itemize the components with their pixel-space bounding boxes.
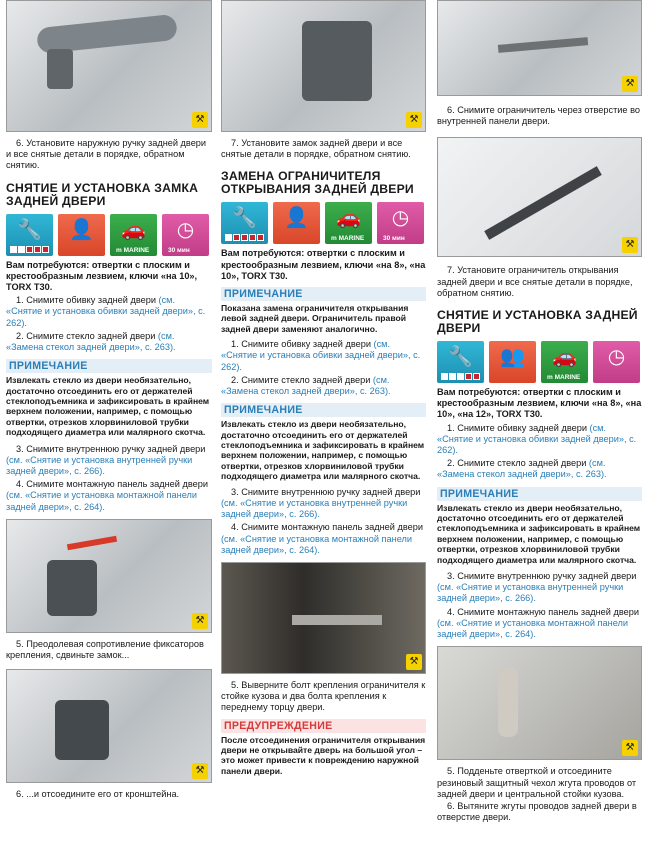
step-text: 5. Подденьте отверткой и отсоедините резиновый защитный чехол жгута проводов от задней двери и центральной стойки кузова. [437,766,637,799]
tool-icons-row [437,341,642,383]
cross-reference[interactable]: (см. «Снятие и установка монтажной панели задней двери», с. 264). [6,490,197,512]
car-icon: 🚗 [121,218,146,241]
step-text: 1. Снимите обивку задней двери (см. «Снятие и установка обивки задней двери», с. 262). [221,339,421,372]
cross-reference[interactable]: (см. «Снятие и установка внутренней ручки задней двери», с. 266). [6,454,193,477]
skill-level-tile [221,202,268,244]
step-text: 7. Установите ограничитель открывания задней двери и все снятые детали в порядке, обратном снятию. [437,265,633,298]
handle-bracket-shape [47,49,73,89]
photo-limiter-bolts [221,562,426,674]
cross-reference[interactable]: (см. «Замена стекол задней двери», с. 263). [6,330,176,353]
photo-wiring-boot [437,646,642,760]
cross-reference[interactable]: (см. «Снятие и установка монтажной панели задней двери», с. 264). [437,617,628,640]
step-text: 6. Установите наружную ручку задней двери и все снятые детали в порядке, обратном снятию. [6,138,207,171]
step-text: 1. Снимите обивку задней двери (см. «Снятие и установка обивки задней двери», с. 262). [437,422,637,456]
people-count-tile [273,202,320,244]
time-label: 30 мин [383,235,405,243]
step-text: 3. Снимите внутреннюю ручку задней двери (см. «Снятие и установка внутренней ручки задней двери», с. 266). [221,486,421,520]
cross-reference[interactable]: (см. «Снятие и установка монтажной панели задней двери», с. 264). [221,533,412,555]
note-title: ПРИМЕЧАНИЕ [437,487,642,501]
column-2 [221,0,426,776]
section-heading: СНЯТИЕ И УСТАНОВКА ЗАДНЕЙ ДВЕРИ [437,308,638,336]
car-icon: 🚗 [336,207,361,230]
step-text: 2. Снимите стекло задней двери (см. «Замена стекол задней двери», с. 263). [437,458,607,480]
wrench-icon: ⚒ [622,237,638,253]
step-text: 6. Вытяните жгуты проводов задней двери в отверстие двери. [437,800,637,823]
wrench-icon: ⚒ [192,112,208,128]
step-text: 2. Снимите стекло задней двери (см. «Замена стекол задней двери», с. 263). [221,374,391,397]
workplace-tile [541,341,588,383]
clock-icon: ◷ [176,218,195,241]
workplace-tile [110,214,157,256]
tools-needed: Вам потребуются: отвертки с плоским и крестообразным лезвием, ключи «на 8», «на 10», «на 12», TORX T30. [437,387,642,420]
wrench-icon: ⚒ [622,76,638,92]
step-text: 4. Снимите монтажную панель задней двери (см. «Снятие и установка монтажной панели задней двери», с. 264). [221,522,423,555]
cross-reference[interactable]: (см. «Снятие и установка обивки задней двери», с. 262). [437,422,637,456]
note-text: Показана замена ограничителя открывания левой задней двери. Ограничитель правой задней двери заменяют аналогично. [221,303,409,334]
cross-reference[interactable]: (см. «Замена стекол задней двери», с. 263). [221,374,391,397]
note-title: ПРИМЕЧАНИЕ [6,359,212,373]
column-3 [437,0,642,823]
tool-icons-row [6,214,212,256]
wrench-icon: ⚒ [192,613,208,629]
wrench-icon: ⚒ [406,654,422,670]
step-text: 5. Преодолевая сопротивление фиксаторов крепления, сдвиньте замок... [6,638,204,661]
boot-shape [498,667,518,737]
lock-shape [55,700,109,760]
time-tile [377,202,424,244]
warning-title: ПРЕДУПРЕЖДЕНИЕ [221,719,426,733]
person-icon: 👤 [69,218,94,241]
section-heading: СНЯТИЕ И УСТАНОВКА ЗАМКА ЗАДНЕЙ ДВЕРИ [6,180,199,208]
cross-reference[interactable]: (см. «Снятие и установка внутренней ручки задней двери», с. 266). [221,497,408,520]
limiter-shape [484,167,602,241]
step-text: 3. Снимите внутреннюю ручку задней двери (см. «Снятие и установка внутренней ручки задней двери», с. 266). [437,571,637,604]
people-count-tile [58,214,105,256]
wrench-icon: ⚒ [192,763,208,779]
note-text: Извлекать стекло из двери необязательно, достаточно отсоединить его от держателей стеклоподъемника и зафиксировать в крайнем верхнем положении, например, с помощью отвертки, отрезков хлорвиниловой трубки подходящего диаметра или малярного скотча. [437,502,641,565]
workplace-label: m MARINE [547,374,581,382]
step-text: 2. Снимите стекло задней двери (см. «Замена стекол задней двери», с. 263). [6,330,176,353]
note-title: ПРИМЕЧАНИЕ [221,403,426,417]
step-text: 6. ...и отсоедините его от кронштейна. [16,789,180,800]
note-text: Извлекать стекло из двери необязательно, достаточно отсоединить его от держателей стеклоподъемника и зафиксировать в крайнем верхнем положении, например, с помощью отвертки, отрезков хлорвиниловой трубки подходящего диаметра или малярного скотча. [221,419,425,482]
workplace-label: m MARINE [331,235,365,243]
wrench-icon: ⚒ [406,112,422,128]
cross-reference[interactable]: (см. «Снятие и установка обивки задней двери», с. 262). [6,295,206,328]
lock-shape [47,560,97,616]
section-heading: ЗАМЕНА ОГРАНИЧИТЕЛЯ ОТКРЫВАНИЯ ЗАДНЕЙ ДВЕРИ [221,169,414,197]
clock-icon: ◷ [391,207,410,230]
skill-level-tile [6,214,53,256]
note-title: ПРИМЕЧАНИЕ [221,287,426,301]
cross-reference[interactable]: (см. «Снятие и установка внутренней ручки задней двери», с. 266). [437,582,624,604]
step-text: 3. Снимите внутреннюю ручку задней двери (см. «Снятие и установка внутренней ручки задней двери», с. 266). [6,443,206,477]
wrench-icon: ⚒ [622,740,638,756]
tool-icons-row [221,202,426,244]
car-icon: 🚗 [552,346,577,369]
warning-text: После отсоединения ограничителя открывания двери не открывайте дверь на большой угол – это может привести к повреждению наружной панели двери. [221,734,426,776]
time-tile [162,214,209,256]
step-text: 5. Выверните болт крепления ограничителя к стойке кузова и два болта крепления к переднему торцу двери. [221,679,426,713]
arrow-shape [67,536,117,551]
step-text: 6. Снимите ограничитель через отверстие во внутренней панели двери. [437,105,640,127]
photo-lock-install [221,0,426,132]
workplace-label: m MARINE [116,246,150,254]
column-1 [6,0,212,801]
photo-lock-slide [6,519,212,633]
time-label: 30 мин [168,246,190,254]
cross-reference[interactable]: (см. «Замена стекол задней двери», с. 263). [437,458,607,480]
cross-reference[interactable]: (см. «Снятие и установка обивки задней двери», с. 262). [221,339,421,372]
skill-level-tile [437,341,484,383]
photo-limiter-part [437,137,642,257]
person-icon: 👤 [284,207,309,230]
photo-outer-handle [6,0,212,132]
photo-lock-bracket [6,669,212,783]
limiter-shape [292,615,382,625]
time-tile [593,341,640,383]
step-text: 1. Снимите обивку задней двери (см. «Снятие и установка обивки задней двери», с. 262). [6,295,206,328]
note-text: Извлекать стекло из двери необязательно, достаточно отсоединить его от держателей стеклоподъемника и зафиксировать в крайнем верхнем положении, например, с помощью отвертки, отрезков хлорвиниловой трубки подходящего диаметра или малярного скотча. [6,375,210,438]
step-text: 4. Снимите монтажную панель задней двери (см. «Снятие и установка монтажной панели задней двери», с. 264). [6,479,208,512]
tools-needed: Вам потребуются: отвертки с плоским и крестообразным лезвием, ключи «на 10», TORX T30. [6,259,198,293]
clock-icon: ◷ [607,346,626,369]
wrench-icon: 🔧 [232,207,257,230]
limiter-shape [498,37,588,53]
photo-limiter-removal [437,0,642,96]
wrench-icon: 🔧 [448,346,473,369]
workplace-tile [325,202,372,244]
lock-shape [302,21,372,101]
wrench-icon: 🔧 [17,218,42,241]
people-count-tile [489,341,536,383]
two-persons-icon: 👥 [500,346,525,369]
step-text: 7. Установите замок задней двери и все снятые детали в порядке, обратном снятию. [221,138,411,160]
step-text: 4. Снимите монтажную панель задней двери (см. «Снятие и установка монтажной панели задней двери», с. 264). [437,606,639,640]
tools-needed: Вам потребуются: отвертки с плоским и крестообразным лезвием, ключи «на 8», «на 10», TORX T30. [221,248,426,281]
